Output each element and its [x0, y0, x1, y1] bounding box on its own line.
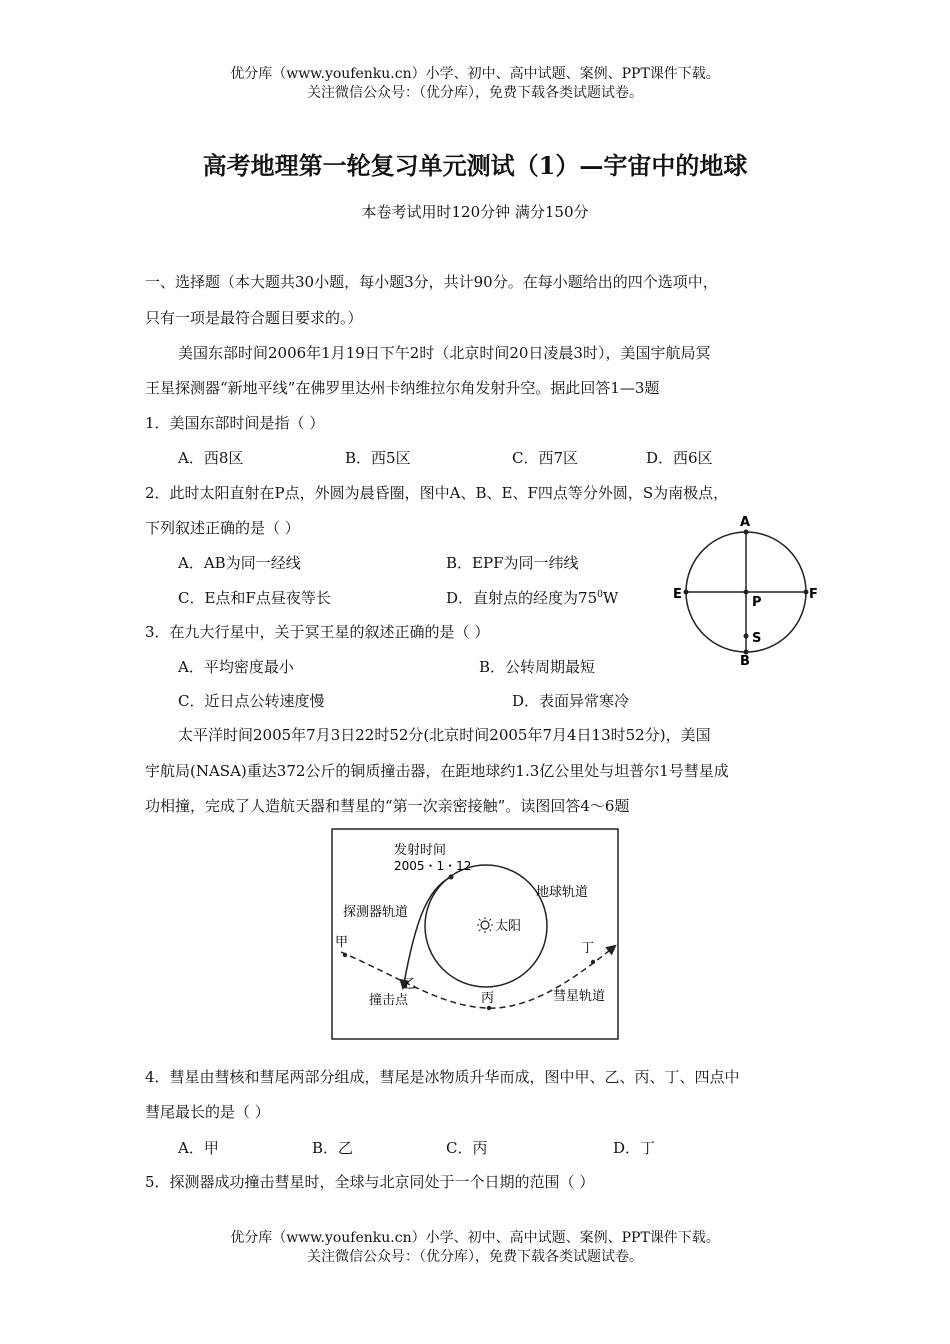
- launch-date: 2005・1・12: [394, 859, 472, 873]
- question-2-stem-cont: 下列叙述正确的是（ ）: [145, 519, 300, 537]
- comet-orbit-label: 彗星轨道: [553, 989, 606, 1004]
- question-2-option-d: D．直射点的经度为$75^0W$: [446, 589, 619, 607]
- question-4-option-d: D．丁: [613, 1139, 656, 1157]
- passage-1-cont: 王星探测器“新地平线”在佛罗里达州卡纳维拉尔角发射升空。据此回答1—3题: [145, 379, 660, 397]
- question-2-option-c: C．E点和F点昼夜等长: [178, 589, 331, 607]
- probe-orbit-label: 探测器轨道: [343, 905, 409, 920]
- point-f: [804, 590, 809, 595]
- question-4-option-b: B．乙: [312, 1139, 354, 1157]
- label-s: S: [752, 631, 762, 646]
- question-3-option-d: D．表面异常寒冷: [512, 692, 630, 710]
- label-bing: 丙: [481, 991, 495, 1006]
- question-4-option-a: A．甲: [178, 1139, 219, 1157]
- question-3-option-b: B．公转周期最短: [479, 658, 596, 676]
- passage-2-cont: 宇航局(NASA)重达372公斤的铜质撞击器，在距地球约1.3亿公里处与坦普尔1号彗星成: [145, 762, 729, 780]
- label-ding: 丁: [581, 941, 595, 956]
- section-heading-cont: 只有一项是最符合题目要求的。）: [145, 309, 363, 327]
- point-a: [744, 530, 749, 535]
- label-b: B: [740, 654, 750, 669]
- question-2-option-b: B．EPF为同一纬线: [446, 554, 579, 572]
- label-yi: 乙: [403, 977, 417, 992]
- point-p: [744, 590, 749, 595]
- comet-impact-diagram: [331, 828, 620, 1041]
- question-1-option-c: C．西7区: [512, 449, 579, 467]
- exam-info: 本卷考试用时120分钟 满分150分: [361, 203, 589, 221]
- passage-2-cont-2: 功相撞，完成了人造航天器和彗星的“第一次亲密接触”。读图回答4～6题: [145, 797, 630, 815]
- terminator-circle-diagram: [668, 512, 828, 670]
- question-4-stem: 4．彗星由彗核和彗尾两部分组成，彗尾是冰物质升华而成，图中甲、乙、丙、丁、四点中: [145, 1068, 740, 1086]
- question-3-stem: 3．在九大行星中，关于冥王星的叙述正确的是（ ）: [145, 623, 490, 641]
- section-heading: 一、选择题（本大题共30小题，每小题3分，共计90分。在每小题给出的四个选项中，: [145, 273, 718, 291]
- label-p: P: [752, 595, 762, 610]
- label-e: E: [673, 587, 682, 602]
- point-jia: [343, 953, 347, 957]
- label-impact: 撞击点: [369, 993, 409, 1008]
- question-2-option-a: A．AB为同一经线: [178, 554, 301, 572]
- question-5-stem: 5．探测器成功撞击彗星时，全球与北京同处于一个日期的范围（ ）: [145, 1173, 595, 1191]
- question-4-option-c: C．丙: [446, 1139, 488, 1157]
- label-jia: 甲: [335, 935, 349, 950]
- launch-label: 发射时间: [394, 843, 447, 858]
- question-3-option-a: A．平均密度最小: [178, 658, 294, 676]
- passage-2: 太平洋时间2005年7月3日22时52分(北京时间2005年7月4日13时52分)，美国: [178, 726, 711, 744]
- footer-line-2: 关注微信公众号：（优分库），免费下载各类试题试卷。: [307, 1249, 643, 1265]
- point-e: [684, 590, 689, 595]
- label-a: A: [740, 515, 751, 530]
- sun-label: 太阳: [495, 919, 522, 934]
- point-bing: [487, 1006, 491, 1010]
- footer-line-1: 优分库（www.youfenku.cn）小学、初中、高中试题、案例、PPT课件下载。: [230, 1230, 720, 1246]
- point-ding: [591, 960, 595, 964]
- question-1-option-b: B．西5区: [345, 449, 411, 467]
- question-1-option-d: D．西6区: [646, 449, 713, 467]
- question-1-option-a: A．西8区: [178, 449, 244, 467]
- header-line-1: 优分库（www.youfenku.cn）小学、初中、高中试题、案例、PPT课件下载。: [230, 66, 720, 82]
- page-title: 高考地理第一轮复习单元测试（1）—宇宙中的地球: [202, 151, 748, 180]
- point-s: [744, 634, 749, 639]
- earth-orbit-label: 地球轨道: [536, 885, 589, 900]
- question-4-stem-cont: 彗尾最长的是（ ）: [145, 1103, 270, 1121]
- question-1-stem: 1．美国东部时间是指（ ）: [145, 414, 325, 432]
- label-f: F: [809, 587, 818, 602]
- question-3-option-c: C．近日点公转速度慢: [178, 692, 325, 710]
- passage-1: 美国东部时间2006年1月19日下午2时（北京时间20日凌晨3时），美国宇航局冥: [178, 344, 711, 362]
- header-line-2: 关注微信公众号：（优分库），免费下载各类试题试卷。: [307, 85, 643, 101]
- question-2-stem: 2．此时太阳直射在P点，外圆为晨昏圈，图中A、B、E、F四点等分外圆，S为南极点，: [145, 484, 729, 502]
